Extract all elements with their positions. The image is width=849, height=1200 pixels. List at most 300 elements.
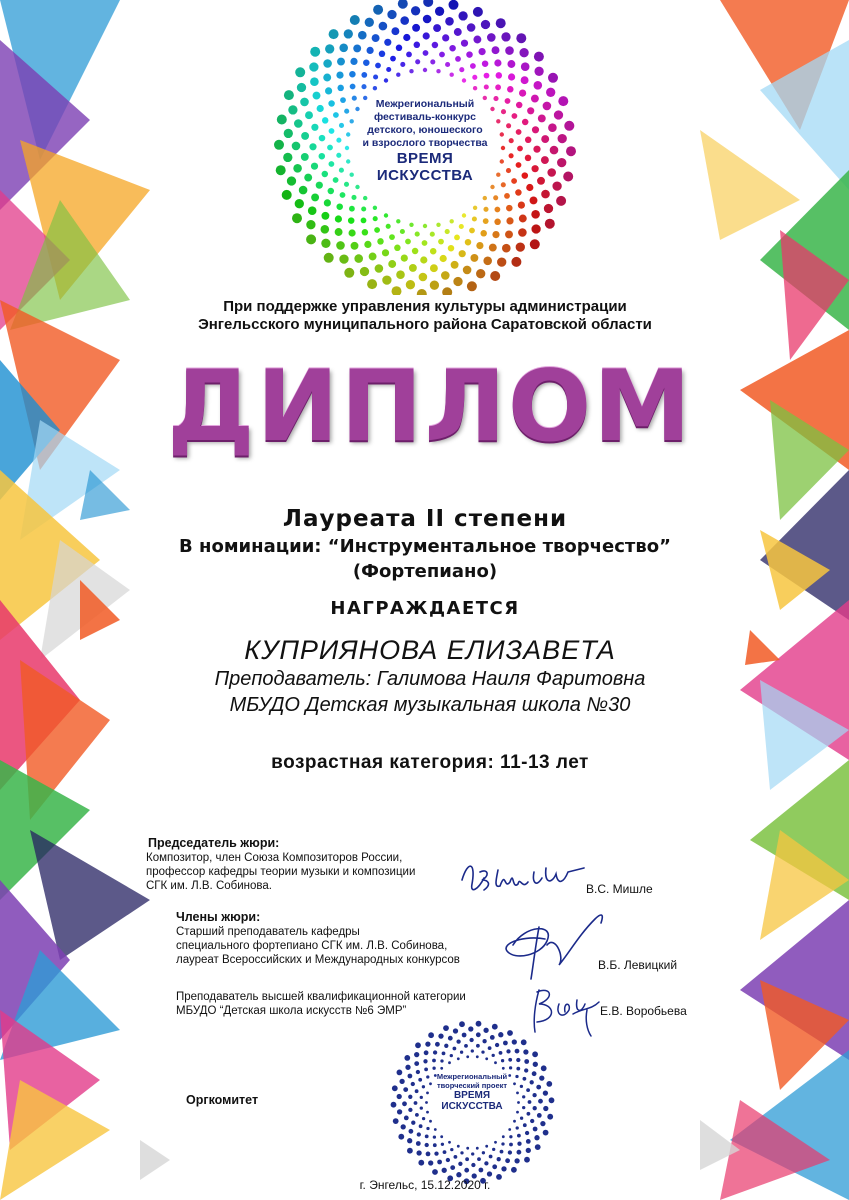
jury-member1-line: Старший преподаватель кафедры [176, 926, 360, 938]
logo-dot [454, 235, 460, 241]
recipient-name: КУПРИЯНОВА ЕЛИЗАВЕТА [244, 635, 616, 665]
logo-dot [531, 95, 539, 103]
logo-dot [365, 18, 374, 27]
logo-dot [543, 1130, 549, 1136]
logo-dot [414, 1061, 419, 1066]
logo-dot [333, 112, 339, 118]
logo-dot [321, 239, 330, 248]
logo-dot [533, 146, 540, 153]
logo-dot [337, 85, 344, 92]
logo-dot [566, 146, 576, 156]
logo-dot [361, 206, 366, 211]
logo-dot [466, 1055, 469, 1058]
logo-dot [534, 52, 544, 62]
logo-dot [457, 1145, 460, 1148]
logo-dot [429, 1120, 432, 1123]
logo-dot [472, 75, 477, 80]
logo-dot [422, 1117, 425, 1120]
logo-dot [400, 229, 405, 234]
logo-dot [310, 47, 320, 57]
logo-dot [444, 1044, 448, 1048]
logo-dot [459, 250, 466, 257]
logo-dot [373, 74, 378, 79]
logo-dot [297, 83, 306, 92]
logo-dot [445, 229, 450, 234]
logo-dot [438, 1033, 443, 1038]
logo-dot [391, 1102, 397, 1108]
logo-dot [451, 261, 459, 269]
logo-dot [450, 1054, 453, 1057]
logo-dot [406, 52, 412, 58]
logo-dot [322, 117, 329, 124]
logo-dot [487, 33, 496, 42]
decorative-triangle [700, 130, 800, 240]
logo-dot [471, 1152, 474, 1155]
jury-chair-line: Композитор, член Союза Композиторов России, [146, 852, 403, 864]
logo-dot [432, 1067, 435, 1070]
logo-dot [333, 177, 339, 183]
logo-dot [336, 72, 343, 79]
logo-dot [453, 1047, 457, 1051]
logo-dot [516, 162, 522, 168]
jury-chair-heading: Председатель жюри: [148, 836, 280, 850]
logo-dot [440, 1067, 443, 1070]
logo-dot [485, 1057, 488, 1060]
logo-dot [477, 1157, 481, 1161]
logo-dot [373, 86, 377, 90]
logo-dot [492, 1148, 495, 1151]
logo-dot [344, 268, 354, 278]
logo-dot [398, 0, 408, 9]
logo-dot [534, 81, 543, 90]
logo-dot [442, 1168, 447, 1173]
logo-dot [406, 280, 415, 289]
logo-dot [539, 1075, 544, 1080]
support-line1: При поддержке управления культуры администрации [223, 298, 627, 315]
logo-dot [554, 110, 563, 119]
logo-dot [492, 231, 499, 238]
logo-dot [456, 1039, 460, 1043]
logo-dot [386, 224, 391, 229]
logo-dot [470, 254, 478, 262]
logo-dot [496, 119, 500, 123]
logo-dot [323, 59, 332, 68]
logo-dot [547, 168, 556, 177]
logo-dot [350, 15, 360, 25]
logo-dot [404, 1055, 410, 1061]
logo-top-text [355, 98, 495, 184]
logo-dot [517, 146, 523, 152]
logo-dot [518, 202, 525, 209]
logo-dot [346, 132, 350, 136]
logo-dot [405, 239, 411, 245]
logo-dot [415, 1113, 419, 1117]
logo-dot [533, 1127, 538, 1132]
logo-top-line3: детского, юношеского [367, 124, 483, 136]
logo-dot [483, 207, 488, 212]
logo-dot [396, 219, 400, 223]
logo-dot [515, 1049, 520, 1054]
logo-dot [532, 126, 539, 133]
logo-dot [283, 153, 292, 162]
logo-dot [502, 1135, 505, 1138]
logo-dot [401, 1124, 406, 1129]
logo-dot [516, 1058, 520, 1062]
logo-dot [321, 225, 330, 234]
logo-dot [497, 257, 506, 266]
logo-dot [317, 105, 324, 112]
logo-dot [541, 1065, 547, 1071]
logo-dot [546, 1081, 552, 1087]
logo-dot [282, 190, 292, 200]
logo-dot [467, 23, 476, 32]
logo-dot [509, 1066, 512, 1069]
logo-dot [530, 1119, 534, 1123]
logo-dot [459, 224, 464, 229]
logo-dot [384, 78, 388, 82]
logo-dot [346, 159, 350, 163]
logo-dot [473, 206, 477, 210]
logo-dot [392, 286, 402, 295]
logo-dot [495, 84, 501, 90]
logo-dot [351, 242, 359, 250]
logo-dot [276, 165, 286, 175]
logo-dot [538, 114, 546, 122]
logo-dot [537, 177, 545, 185]
logo-dot [300, 98, 309, 107]
logo-dot [424, 1068, 428, 1072]
logo-dot [423, 224, 427, 228]
logo-dot [505, 98, 511, 104]
logo-dot [420, 256, 427, 263]
logo-dot [340, 97, 346, 103]
logo-dot [436, 69, 440, 73]
logo-dot [485, 1145, 488, 1148]
logo-dot [350, 119, 354, 123]
logo-dot [433, 1135, 436, 1138]
logo-dot [329, 161, 335, 167]
logo-dot [526, 1148, 531, 1153]
logo-dot [548, 73, 558, 83]
logo-dot [549, 1097, 555, 1103]
logo-dot [519, 48, 528, 57]
logo-dot [489, 244, 497, 252]
logo-dot [483, 196, 487, 200]
logo-dot [521, 1039, 527, 1045]
logo-dot [434, 1128, 437, 1131]
logo-dot [386, 67, 391, 72]
logo-dot [468, 1026, 473, 1031]
logo-dot [544, 204, 553, 213]
logo-dot [437, 1160, 442, 1165]
logo-dot [492, 1054, 495, 1057]
logo-dot [426, 1127, 429, 1130]
logo-dot [479, 48, 486, 55]
logo-dot [557, 158, 566, 167]
logo-dot [481, 20, 490, 29]
logo-dot [543, 1090, 548, 1095]
logo-dot [507, 86, 514, 93]
logo-dot [288, 105, 297, 114]
decorative-triangle [140, 1140, 170, 1180]
jury-chair-name: В.С. Мишле [586, 882, 653, 896]
logo-dot [349, 229, 356, 236]
logo-dot [558, 134, 567, 143]
logo-dot [363, 59, 370, 65]
logo-dot [419, 273, 428, 282]
logo-dot [274, 140, 284, 150]
logo-dot [526, 1139, 531, 1144]
logo-dot [311, 193, 319, 201]
logo-dot [467, 281, 477, 291]
logo-dot [375, 63, 381, 69]
logo-dot [311, 124, 318, 131]
logo-dot [488, 1046, 492, 1050]
logo-dot [501, 32, 510, 41]
logo-dot [526, 1088, 530, 1092]
logo-dot [450, 1148, 453, 1151]
decorative-triangle [745, 630, 780, 665]
logo-dot [374, 227, 380, 233]
logo-dot [441, 1143, 444, 1146]
logo-dot [402, 1101, 407, 1106]
logo-dot [379, 51, 386, 58]
logo-dot [545, 219, 555, 229]
logo-dot [327, 145, 333, 151]
logo-dot [506, 205, 513, 212]
logo-dot [479, 1168, 484, 1173]
logo-dot [480, 230, 487, 237]
logo-dot [506, 168, 511, 173]
logo-dot [509, 153, 514, 158]
logo-dot [445, 62, 450, 67]
logo-dot [336, 138, 341, 143]
logo-dot [433, 1050, 437, 1054]
logo-dot [462, 78, 466, 82]
logo-dot [524, 1157, 530, 1163]
logo-dot [511, 178, 517, 184]
logo-dot [423, 50, 429, 56]
logo-dot [369, 253, 377, 261]
logo-dot [461, 40, 468, 47]
logo-dot [563, 172, 573, 182]
logo-dot [397, 1070, 403, 1076]
logo-dot [483, 218, 489, 224]
logo-dot [435, 7, 444, 16]
logo-dot [464, 1044, 468, 1048]
logo-dot [367, 47, 374, 54]
logo-dot [459, 67, 464, 72]
logo-dot [442, 34, 449, 41]
logo-dot [533, 1062, 538, 1067]
logo-dot [507, 60, 515, 68]
logo-dot [466, 51, 473, 58]
logo-dot [541, 190, 550, 199]
logo-dot [473, 7, 483, 17]
logo-dot [434, 1151, 438, 1155]
logo-dot [351, 195, 356, 200]
logo-top-line2: фестиваль-конкурс [373, 111, 477, 123]
jury-member1-description [176, 925, 516, 967]
logo-dot [543, 102, 552, 111]
logo-dot [415, 59, 420, 64]
logo-dot [517, 1142, 521, 1146]
logo-dot [507, 1030, 513, 1036]
logo-dot [517, 1134, 521, 1138]
logo-dot [492, 46, 500, 54]
logo-dot [440, 1059, 443, 1062]
recipient-school: МБУДО Детская музыкальная школа №30 [229, 694, 631, 716]
logo-dot [465, 239, 472, 246]
logo-dot [473, 36, 481, 44]
logo-dot [482, 1151, 485, 1154]
logo-dot [428, 1032, 434, 1038]
logo-dot [373, 216, 378, 221]
logo-dot [287, 176, 296, 185]
logo-dot [448, 1141, 451, 1144]
logo-dot [311, 163, 318, 170]
laureate-degree: Лауреата II степени [282, 506, 568, 532]
logo-dot [541, 135, 549, 143]
logo-dot [504, 193, 510, 199]
logo-dot [516, 129, 522, 135]
logo-dot [516, 1067, 520, 1071]
logo-dot [430, 264, 438, 272]
logo-dot [530, 1080, 534, 1084]
logo-dot [353, 44, 361, 52]
logo-dot [304, 174, 312, 182]
logo-dot [412, 248, 419, 255]
logo-dot [319, 135, 326, 142]
logo-dot [458, 11, 467, 20]
logo-top-title1: ВРЕМЯ [396, 150, 454, 167]
logo-dot [464, 1168, 469, 1173]
logo-dot [519, 90, 526, 97]
logo-dot [335, 215, 342, 222]
jury-members-heading: Члены жюри: [176, 910, 261, 924]
logo-dot [400, 16, 409, 25]
logo-dot [508, 1058, 512, 1062]
logo-dot [522, 119, 529, 126]
logo-dot [526, 184, 533, 191]
logo-dot [292, 142, 301, 151]
logo-dot [329, 29, 339, 39]
logo-dot [361, 218, 367, 224]
logo-dot [284, 90, 294, 100]
logo-dot [516, 102, 523, 109]
logo-dot [517, 1150, 522, 1155]
logo-dot [419, 1124, 423, 1128]
logo-dot [496, 72, 503, 79]
logo-dot [483, 1028, 488, 1033]
logo-dot [495, 1043, 499, 1047]
logo-bottom-title1: ВРЕМЯ [453, 1090, 491, 1101]
logo-dot [503, 1041, 508, 1046]
logo-dot [492, 1024, 498, 1030]
awarded-heading: НАГРАЖДАЕТСЯ [330, 598, 520, 619]
logo-dot [484, 84, 489, 89]
logo-dot [328, 100, 335, 107]
logo-dot [403, 1087, 408, 1092]
logo-dot [496, 18, 506, 28]
logo-dot [399, 1079, 404, 1084]
logo-dot [358, 31, 367, 40]
age-category: возрастная категория: 11-13 лет [271, 752, 589, 773]
logo-dot [471, 1163, 475, 1167]
logo-dot [411, 6, 420, 15]
logo-dot [476, 242, 483, 249]
logo-dot [495, 207, 501, 213]
logo-dot [375, 264, 384, 273]
logo-dot [500, 1150, 504, 1154]
logo-dot [450, 73, 454, 77]
logo-dot [476, 1032, 481, 1037]
logo-dot [473, 86, 477, 90]
logo-dot [306, 220, 315, 229]
logo-dot [501, 1166, 506, 1171]
logo-dot [409, 69, 413, 73]
logo-dot [482, 1039, 486, 1043]
logo-dot [484, 73, 490, 79]
logo-dot [497, 1157, 501, 1161]
logo-dot [502, 1067, 505, 1070]
logo-dot [364, 241, 371, 248]
logo-dot [424, 1050, 429, 1055]
logo-dot [309, 143, 316, 150]
logo-dot [476, 1021, 482, 1027]
logo-dot [362, 229, 369, 236]
logo-dot [355, 185, 359, 189]
logo-dot [509, 1143, 513, 1147]
logo-dot [360, 267, 369, 276]
logo-dot [339, 254, 348, 263]
logo-dot [530, 196, 538, 204]
logo-dot [425, 1143, 429, 1147]
logo-dot [499, 1051, 503, 1055]
logo-dot [538, 1099, 543, 1104]
logo-dot [516, 1126, 519, 1129]
logo-dot [390, 56, 396, 62]
logo-dot [498, 1032, 503, 1037]
logo-dot [339, 44, 348, 53]
logo-dot [344, 182, 349, 187]
logo-dot [423, 68, 427, 72]
logo-dot [411, 1121, 415, 1125]
logo-dot [490, 271, 500, 281]
logo-dot [309, 62, 318, 71]
signature-member1 [495, 905, 620, 985]
logo-dot [470, 63, 476, 69]
logo-dot [292, 213, 302, 223]
logo-dot [527, 1112, 531, 1116]
logo-dot [501, 146, 505, 150]
logo-dot [454, 1155, 458, 1159]
logo-dot [527, 107, 534, 114]
logo-dot [550, 146, 559, 155]
logo-dot [442, 287, 452, 295]
logo-dot [313, 92, 321, 100]
logo-dot [455, 56, 461, 62]
logo-dot [401, 255, 408, 262]
logo-dot [409, 223, 413, 227]
logo-dot [449, 0, 459, 10]
logo-dot [414, 42, 421, 49]
logo-dot [458, 1162, 462, 1166]
logo-dot [415, 1089, 419, 1093]
logo-dot [440, 1135, 443, 1138]
logo-dot [521, 76, 529, 84]
logo-dot [487, 1171, 492, 1176]
